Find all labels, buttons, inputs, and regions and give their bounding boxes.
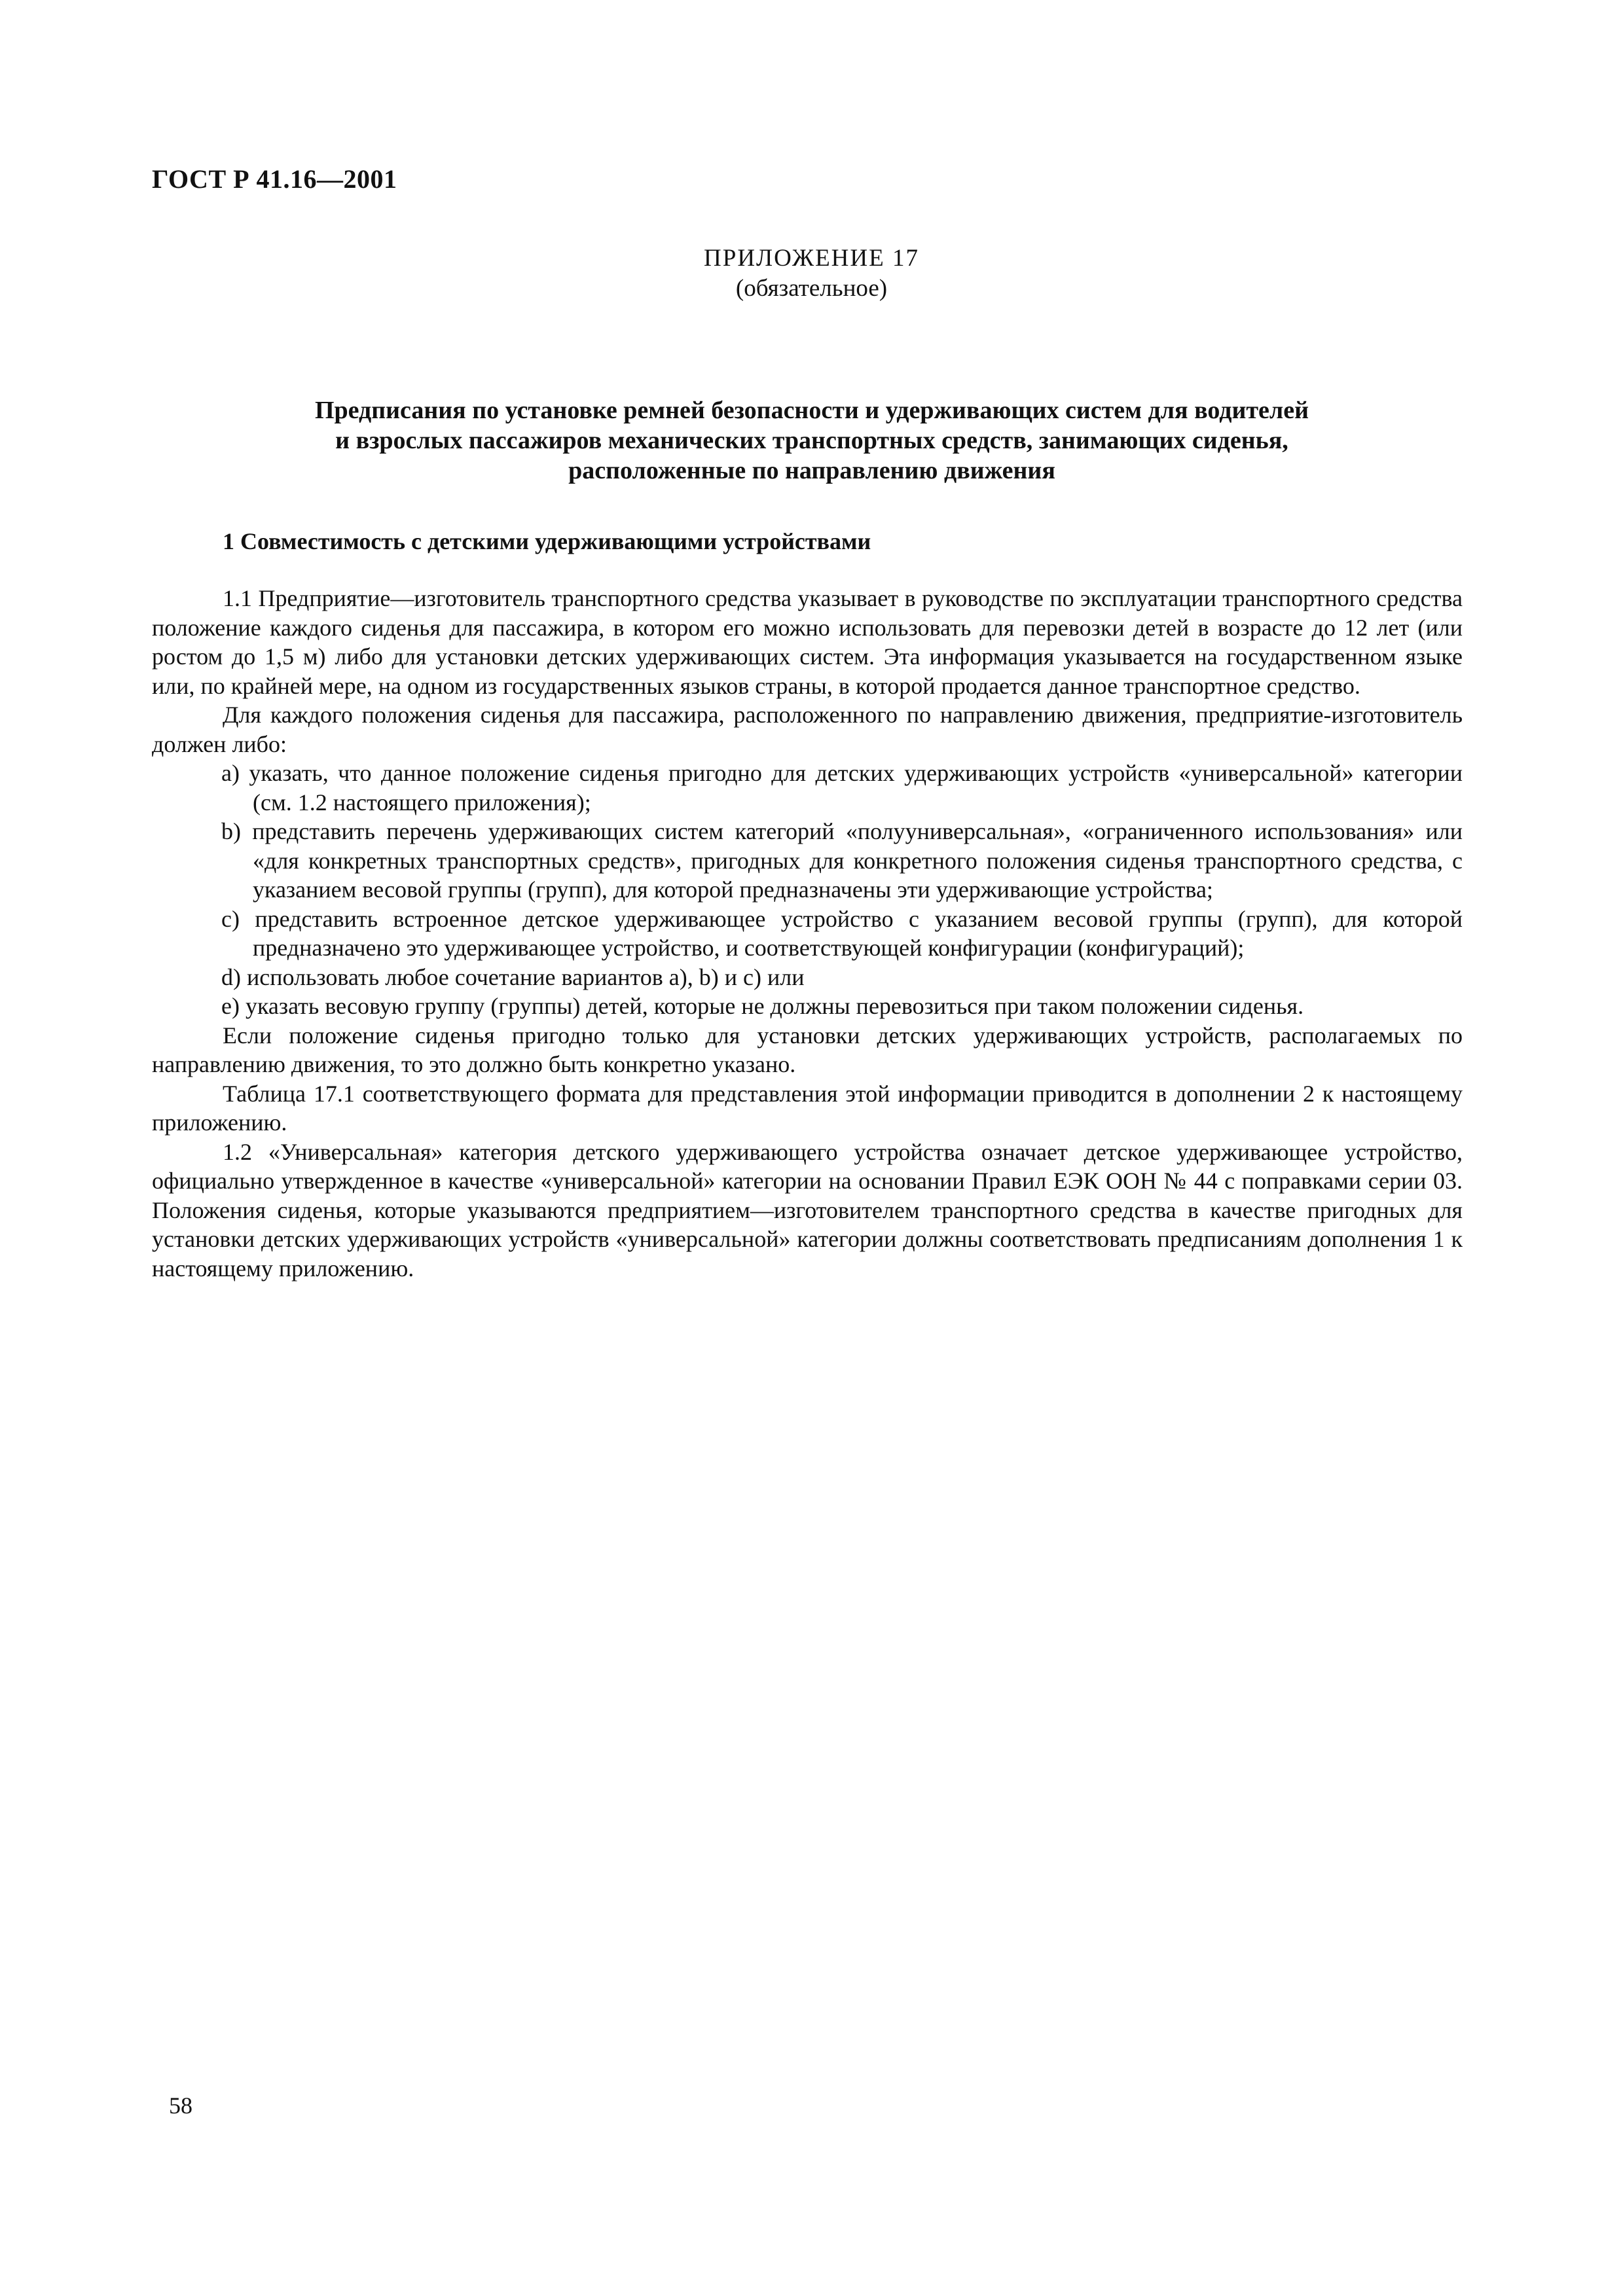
paragraph-1-2: 1.2 «Универсальная» категория детского удерживающего устройства означает детское удерживающее устройство, официально утвержденное в качестве «универсальной» категории на основании Правил ЕЭК ООН № 44 с поправками серии 03. Положения сиденья, которые указываются предприятием—изготовителем транспортного средства в качестве пригодных для установки детских удерживающих устройств «универсальной» категории должны соответствовать предписаниям дополнения 1 к настоящему приложению. [152,1138,1463,1282]
document-heading [216,395,1408,486]
standard-code: ГОСТ Р 41.16—2001 [152,164,397,194]
page-number: 58 [169,2092,192,2119]
paragraph-table-ref: Таблица 17.1 соответствующего формата для представления этой информации приводится в дополнении 2 к настоящему приложению. [152,1080,1463,1136]
list-item: а) указать, что данное положение сиденья пригодно для детских удерживающих устройств «универсальной» категории (см. 1.2 настоящего приложения); [221,760,1463,816]
list-item: b) представить перечень удерживающих систем категорий «полууниверсальная», «ограниченного использования» или «для конкретных транспортных средств», пригодных для конкретного положения сиденья транспортного средства, с указанием весовой группы (групп), для которой предназначены эти удерживающие устройства; [221,818,1463,903]
list-item: d) использовать любое сочетание вариантов а), b) и с) или [221,963,805,990]
paragraph-1-1: 1.1 Предприятие—изготовитель транспортного средства указывает в руководстве по эксплуатации транспортного средства положение каждого сиденья для пассажира, в котором его можно использовать для перевозки детей в возрасте до 12 лет (или ростом до 1,5 м) либо для установки детских удерживающих систем. Эта информация указывается на государственном языке или, по крайней мере, на одном из государственных языков страны, в которой продается данное транспортное средство. [152,585,1463,699]
heading-line: расположенные по направлению движения [568,457,1055,484]
heading-line: и взрослых пассажиров механических транспортных средств, занимающих сиденья, [335,427,1288,454]
section-title: 1 Совместимость с детскими удерживающими устройствами [223,528,871,554]
heading-line: Предписания по установке ремней безопасности и удерживающих систем для водителей [314,397,1309,424]
list-item: c) представить встроенное детское удерживающее устройство с указанием весовой группы (групп), для которой предназначено это удерживающее устройство, и соответствующей конфигурации (конфигураций); [221,905,1463,961]
appendix-status: (обязательное) [735,275,888,302]
list-item: е) указать весовую группу (группы) детей, которые не должны перевозиться при таком положении сиденья. [221,993,1304,1019]
appendix-block [0,243,1623,304]
paragraph-forward-facing: Если положение сиденья пригодно только для установки детских удерживающих устройств, располагаемых по направлению движения, то это должно быть конкретно указано. [152,1022,1463,1077]
document-body [152,584,1463,1283]
options-list [152,759,1463,1021]
appendix-title: ПРИЛОЖЕНИЕ 17 [704,245,919,272]
paragraph-each-seat: Для каждого положения сиденья для пассажира, расположенного по направлению движения, предприятие-изготовитель должен либо: [152,702,1463,757]
